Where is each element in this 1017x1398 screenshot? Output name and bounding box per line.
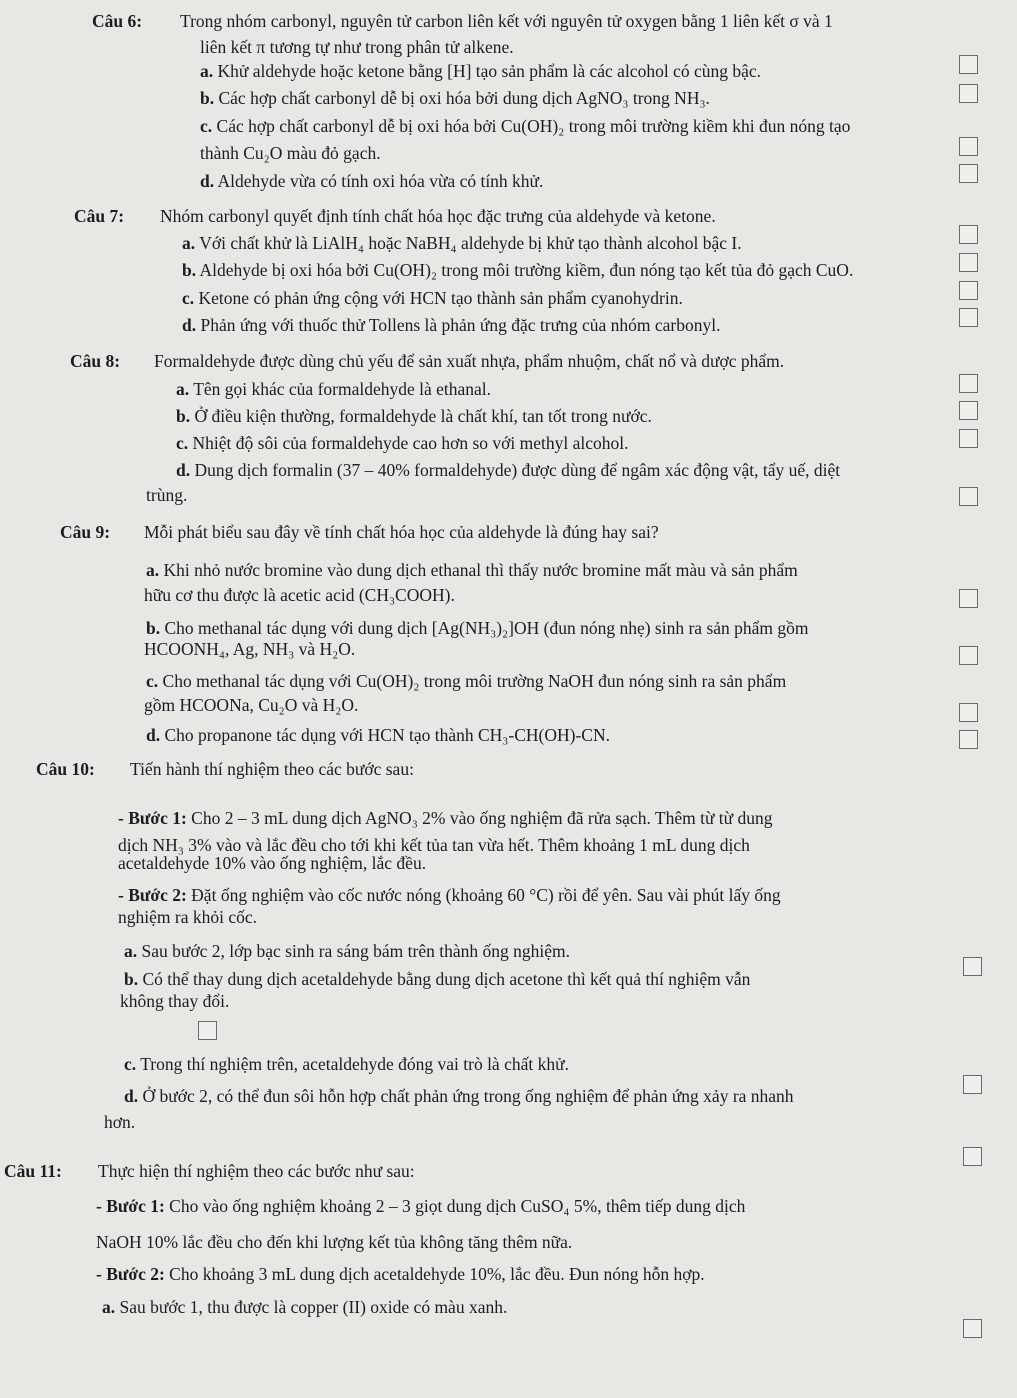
statement-c: c. Nhiệt độ sôi của formaldehyde cao hơn so với methyl alcohol. <box>176 433 629 453</box>
step-2-cont: nghiệm ra khỏi cốc. <box>118 907 257 927</box>
step-1-cont: dịch NH₃ 3% vào và lắc đều cho tới khi kết tủa tan vừa hết. Thêm khoảng 1 mL dung dịch <box>118 835 750 855</box>
step-1: - Bước 1: Cho 2 – 3 mL dung dịch AgNO₃ 2% vào ống nghiệm đã rửa sạch. Thêm từ từ dung <box>118 808 773 828</box>
statement-b: b. Cho methanal tác dụng với dung dịch [Ag(NH₃)₂]OH (đun nóng nhẹ) sinh ra sản phẩm gồm <box>146 618 809 638</box>
answer-checkbox[interactable] <box>959 487 978 506</box>
statement-a: a. Sau bước 1, thu được là copper (II) oxide có màu xanh. <box>102 1297 508 1317</box>
statement-a: a. Sau bước 2, lớp bạc sinh ra sáng bám trên thành ống nghiệm. <box>124 941 570 961</box>
question-label: Câu 8: <box>70 351 121 371</box>
answer-checkbox[interactable] <box>198 1021 217 1040</box>
answer-checkbox[interactable] <box>959 646 978 665</box>
statement-a: a. Khử aldehyde hoặc ketone bằng [H] tạo sản phẩm là các alcohol có cùng bậc. <box>200 61 761 81</box>
statement-d: d. Dung dịch formalin (37 – 40% formaldehyde) được dùng để ngâm xác động vật, tẩy uế, diệt <box>176 460 841 480</box>
statement-a: a. Với chất khử là LiAlH₄ hoặc NaBH₄ aldehyde bị khử tạo thành alcohol bậc I. <box>182 233 742 253</box>
step-2: - Bước 2: Cho khoảng 3 mL dung dịch acetaldehyde 10%, lắc đều. Đun nóng hỗn hợp. <box>96 1264 705 1284</box>
question-label: Câu 11: <box>4 1161 62 1181</box>
step-1-cont: NaOH 10% lắc đều cho đến khi lượng kết tủa không tăng thêm nữa. <box>96 1232 573 1252</box>
answer-checkbox[interactable] <box>963 1075 982 1094</box>
question-stem: Trong nhóm carbonyl, nguyên tử carbon liên kết với nguyên tử oxygen bằng 1 liên kết σ và 1 <box>180 11 833 31</box>
answer-checkbox[interactable] <box>959 84 978 103</box>
statement-d-cont: hơn. <box>104 1112 136 1132</box>
step-1: - Bước 1: Cho vào ống nghiệm khoảng 2 – 3 giọt dung dịch CuSO₄ 5%, thêm tiếp dung dịch <box>96 1196 746 1216</box>
statement-c-cont: thành Cu₂O màu đỏ gạch. <box>200 143 381 163</box>
answer-checkbox[interactable] <box>963 957 982 976</box>
answer-checkbox[interactable] <box>963 1319 982 1338</box>
statement-b: b. Ở điều kiện thường, formaldehyde là chất khí, tan tốt trong nước. <box>176 406 652 426</box>
answer-checkbox[interactable] <box>959 401 978 420</box>
question-label: Câu 10: <box>36 759 95 779</box>
statement-c-cont: gồm HCOONa, Cu₂O và H₂O. <box>144 695 359 715</box>
statement-b: b. Các hợp chất carbonyl dễ bị oxi hóa bởi dung dịch AgNO₃ trong NH₃. <box>200 88 710 108</box>
statement-d: d. Phản ứng với thuốc thử Tollens là phản ứng đặc trưng của nhóm carbonyl. <box>182 315 721 335</box>
statement-b-cont: không thay đổi. <box>120 991 230 1011</box>
question-stem: Formaldehyde được dùng chủ yếu để sản xuất nhựa, phẩm nhuộm, chất nổ và dược phẩm. <box>154 351 785 371</box>
statement-c: c. Trong thí nghiệm trên, acetaldehyde đóng vai trò là chất khử. <box>124 1054 569 1074</box>
question-label: Câu 9: <box>60 522 111 542</box>
statement-b: b. Aldehyde bị oxi hóa bởi Cu(OH)₂ trong môi trường kiềm, đun nóng tạo kết tủa đỏ gạch CuO. <box>182 260 854 280</box>
statement-a: a. Khi nhỏ nước bromine vào dung dịch ethanal thì thấy nước bromine mất màu và sản phẩm <box>146 560 798 580</box>
answer-checkbox[interactable] <box>963 1147 982 1166</box>
answer-checkbox[interactable] <box>959 137 978 156</box>
answer-checkbox[interactable] <box>959 703 978 722</box>
answer-checkbox[interactable] <box>959 225 978 244</box>
step-2: - Bước 2: Đặt ống nghiệm vào cốc nước nóng (khoảng 60 °C) rồi để yên. Sau vài phút lấy ống <box>118 885 781 905</box>
statement-c: c. Ketone có phản ứng cộng với HCN tạo thành sản phẩm cyanohydrin. <box>182 288 683 308</box>
answer-checkbox[interactable] <box>959 589 978 608</box>
statement-d: d. Cho propanone tác dụng với HCN tạo thành CH₃-CH(OH)-CN. <box>146 725 610 745</box>
statement-b: b. Có thể thay dung dịch acetaldehyde bằng dung dịch acetone thì kết quả thí nghiệm vẫn <box>124 969 751 989</box>
statement-d: d. Ở bước 2, có thể đun sôi hỗn hợp chất phản ứng trong ống nghiệm để phản ứng xảy ra nhanh <box>124 1086 794 1106</box>
question-label: Câu 6: <box>92 11 143 31</box>
question-label: Câu 7: <box>74 206 125 226</box>
question-stem: Mỗi phát biểu sau đây về tính chất hóa học của aldehyde là đúng hay sai? <box>144 522 659 542</box>
statement-c: c. Cho methanal tác dụng với Cu(OH)₂ trong môi trường NaOH đun nóng sinh ra sản phẩm <box>146 671 787 691</box>
statement-c: c. Các hợp chất carbonyl dễ bị oxi hóa bởi Cu(OH)₂ trong môi trường kiềm khi đun nóng tạo <box>200 116 851 136</box>
statement-b-cont: HCOONH₄, Ag, NH₃ và H₂O. <box>144 639 356 659</box>
answer-checkbox[interactable] <box>959 308 978 327</box>
answer-checkbox[interactable] <box>959 374 978 393</box>
statement-d: d. Aldehyde vừa có tính oxi hóa vừa có tính khử. <box>200 171 544 191</box>
statement-d-cont: trùng. <box>146 485 188 505</box>
question-stem: liên kết π tương tự như trong phân tử alkene. <box>200 37 514 57</box>
answer-checkbox[interactable] <box>959 281 978 300</box>
answer-checkbox[interactable] <box>959 253 978 272</box>
step-1-cont: acetaldehyde 10% vào ống nghiệm, lắc đều. <box>118 853 427 873</box>
answer-checkbox[interactable] <box>959 164 978 183</box>
answer-checkbox[interactable] <box>959 730 978 749</box>
question-stem: Nhóm carbonyl quyết định tính chất hóa học đặc trưng của aldehyde và ketone. <box>160 206 716 226</box>
answer-checkbox[interactable] <box>959 429 978 448</box>
question-stem: Tiến hành thí nghiệm theo các bước sau: <box>130 759 414 779</box>
statement-a-cont: hữu cơ thu được là acetic acid (CH₃COOH). <box>144 585 455 605</box>
statement-a: a. Tên gọi khác của formaldehyde là ethanal. <box>176 379 492 399</box>
answer-checkbox[interactable] <box>959 55 978 74</box>
question-stem: Thực hiện thí nghiệm theo các bước như sau: <box>98 1161 415 1181</box>
